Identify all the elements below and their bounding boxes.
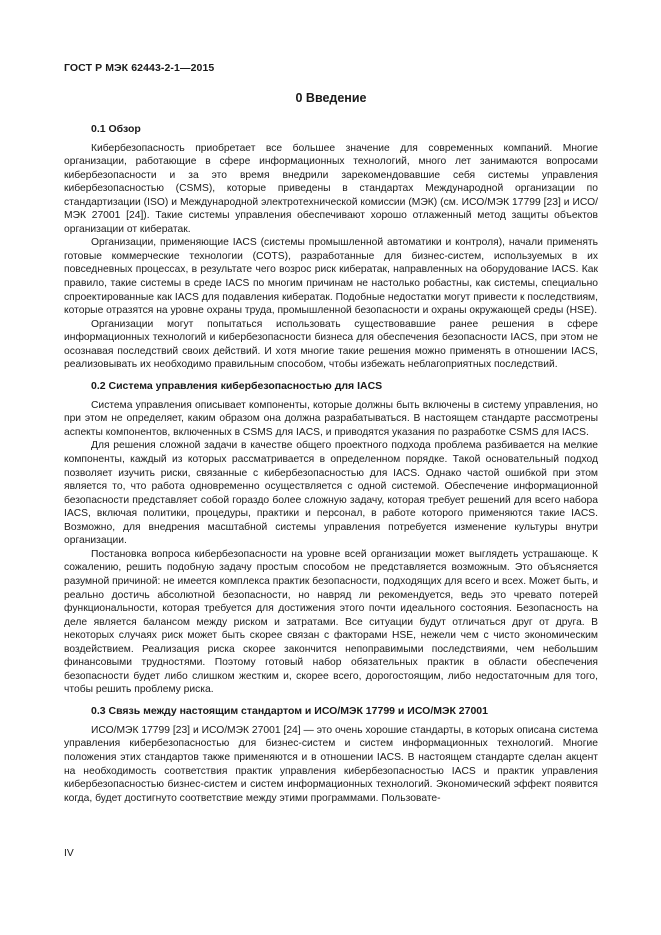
document-header: ГОСТ Р МЭК 62443-2-1—2015 xyxy=(64,62,215,74)
paragraph: Постановка вопроса кибербезопасности на уровне всей организации может выглядеть устрашающе. К сожалению, решить подобную задачу простым способом не представляется возможным. Это объясняется разумной причиной: не имеется комплекса практик безопасности, подходящих для всего и всех. Может быть, и реально достичь абсолютной безопасности, но навряд ли рекомендуется, ведь это чревато потерей функциональности, которая требуется для достижения этого почти идеального состояния. Безопасность на деле является балансом между риском и затратами. Все ситуации будут отличаться друг от друга. В некоторых случаях риск может быть скорее связан с факторами HSE, нежели чем с чисто экономическим воздействием. Реализация риска скорее закончится непоправимыми последствиями, чем небольшим финансовыми трудностями. Поэтому готовый набор обязательных практик в области обеспечения безопасности будет либо слишком жестким и, скорее всего, дорогостоящим, либо недостаточным для того, чтобы решить проблему риска. xyxy=(64,548,598,696)
page-number: IV xyxy=(64,848,74,859)
main-content xyxy=(64,92,598,812)
paragraph: Организации, применяющие IACS (системы промышленной автоматики и контроля), начали применять готовые коммерческие технологии (COTS), разработанные для бизнес-систем, используемых в их повседневных процессах, в результате чего возрос риск кибератак, направленных на оборудование IACS. Как правило, такие системы в среде IACS по многим причинам не настолько робастны, как системы, специально спроектированные как IACS для подавления кибератак. Подобные недостатки могут привести к последствиям, которые отразятся на уровне охраны труда, промышленной безопасности и охраны окружающей среды (HSE). xyxy=(64,237,598,317)
paragraph: ИСО/МЭК 17799 [23] и ИСО/МЭК 27001 [24] — это очень хорошие стандарты, в которых описана система управления кибербезопасностью для бизнес-систем и систем информационных технологий. Многие положения этих стандартов также применяются и в отношении IACS. В настоящем стандарте сделан акцент на необходимость соответствия практик управления кибербезопасностью IACS и практик управления кибербезопасностью бизнес-систем и систем информационных технологий. Экономический эффект появится когда, будет достигнуто соответствие между этими программами. Пользовате- xyxy=(64,724,598,804)
section-heading: 0.1 Обзор xyxy=(91,122,141,135)
paragraph: Организации могут попытаться использовать существовавшие ранее решения в сфере информационных технологий и кибербезопасности бизнеса для обеспечения безопасности IACS, при этом не осознавая последствий своих действий. И хотя многие такие решения можно применять в отношении IACS, реализовывать их необходимо правильным способом, чтобы избежать неблагоприятных последствий. xyxy=(64,318,598,371)
paragraph: Кибербезопасность приобретает все большее значение для современных компаний. Многие организации, работающие в сфере информационных технологий, много лет занимаются вопросами кибербезопасности и за это время внедрили зарекомендовавшие себя системы управления кибербезопасностью (CSMS), которые приведены в стандартах Международной организации по стандартизации (ISO) и Международной электротехнической комиссии (МЭК) (см. ИСО/МЭК 17799 [23] и ИСО/МЭК 27001 [24]). Такие системы управления обеспечивают хорошо отлаженный метод защиты объектов организации от кибератак. xyxy=(64,142,598,235)
section-csms xyxy=(64,379,598,697)
paragraph: Система управления описывает компоненты, которые должны быть включены в систему управления, но при этом не определяет, каким образом она должна разрабатываться. В настоящем стандарте рассмотрены аспекты компонентов, включенных в CSMS для IACS, и приводятся указания по разработке CSMS для IACS. xyxy=(64,399,598,438)
section-heading: 0.2 Система управления кибербезопасностью для IACS xyxy=(91,379,383,392)
section-overview xyxy=(64,122,598,372)
section-heading: 0.3 Связь между настоящим стандартом и ИСО/МЭК 17799 и ИСО/МЭК 27001 xyxy=(91,704,488,717)
section-relation xyxy=(64,704,598,805)
paragraph: Для решения сложной задачи в качестве общего проектного подхода проблема разбивается на мелкие компоненты, каждый из которых рассматривается в определенном порядке. Такой основательный подход позволяет изучить риски, связанные с кибербезопасностью для IACS. Однако частой ошибкой при этом является то, что работа одновременно осуществляется с одной системой. Обеспечение информационной безопасности представляет собой гораздо более сложную задачу, которая требует решений для всего набора IACS, включая политики, процедуры, практики и персонал, в работе которого применяются такие IACS. Возможно, для внедрения масштабной системы управления потребуется изменение культуры внутри организации. xyxy=(64,440,598,547)
section-title: 0 Введение xyxy=(295,91,367,105)
